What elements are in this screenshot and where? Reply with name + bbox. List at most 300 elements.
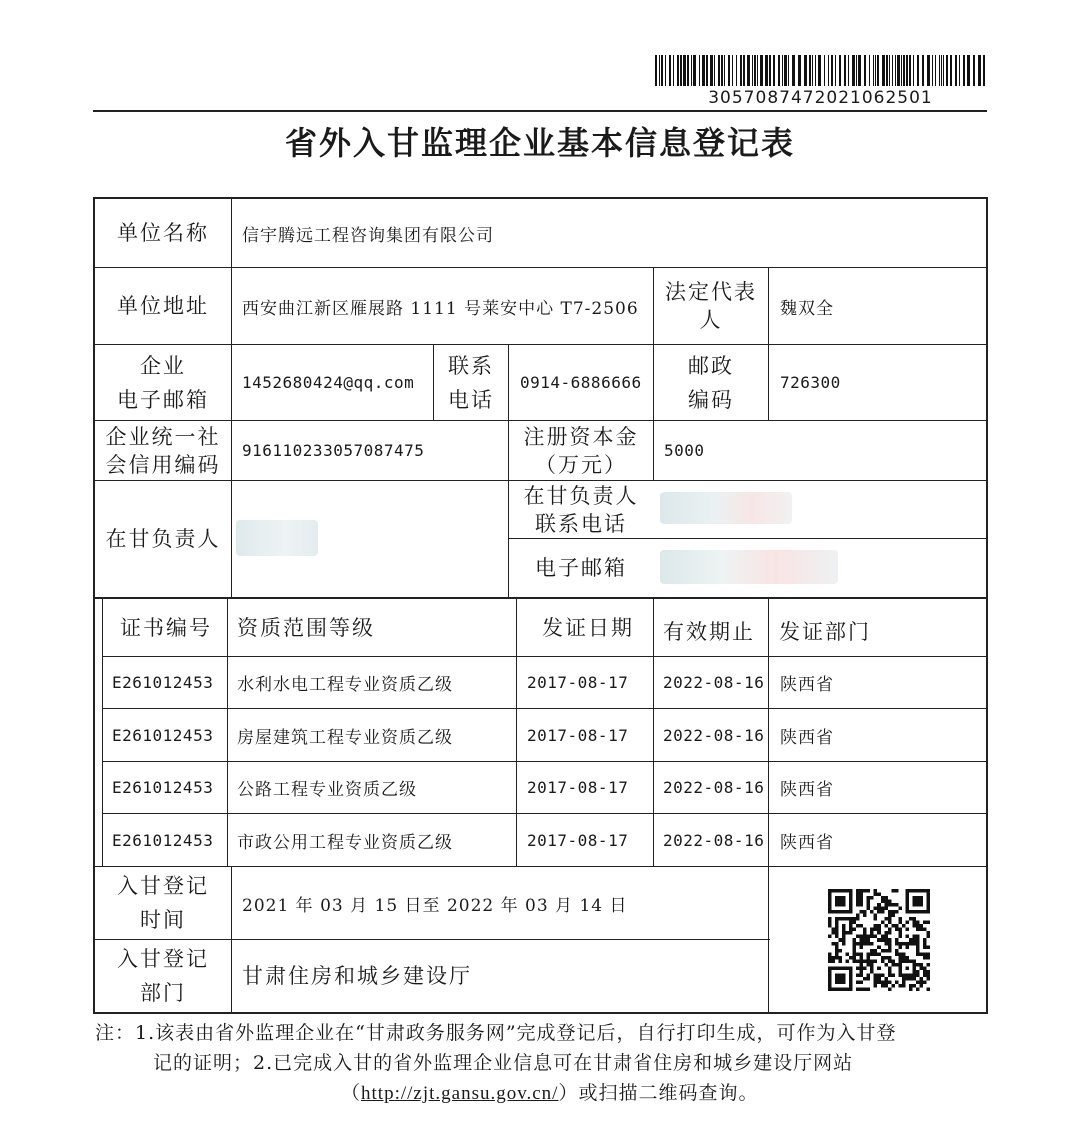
- qr-module: [884, 931, 888, 935]
- qr-module: [877, 977, 881, 981]
- qr-module: [832, 931, 836, 935]
- qr-module: [874, 973, 878, 977]
- barcode-bar: [669, 55, 671, 86]
- qr-module: [860, 963, 864, 967]
- qr-module: [860, 903, 864, 907]
- qr-module: [905, 977, 909, 981]
- qr-module: [912, 984, 916, 988]
- barcode-bar: [687, 55, 689, 86]
- qr-module: [856, 889, 860, 893]
- qr-module: [856, 914, 860, 918]
- qr-module: [835, 956, 839, 960]
- qr-module: [874, 949, 878, 953]
- gansu-head-phone-label: 在甘负责人 联系电话: [523, 483, 639, 536]
- qr-module: [870, 959, 874, 963]
- qr-module: [828, 959, 832, 963]
- qr-module: [839, 959, 843, 963]
- company-name-label: 单位名称: [117, 221, 209, 245]
- qr-module: [881, 984, 885, 988]
- qr-module: [902, 984, 906, 988]
- qr-module: [839, 938, 843, 942]
- qr-module: [888, 900, 892, 904]
- qr-module: [902, 956, 906, 960]
- barcode-bar: [889, 55, 890, 86]
- barcode-bar: [835, 55, 836, 86]
- qr-module: [835, 924, 839, 928]
- cert-number: E261012453: [112, 725, 214, 745]
- qr-module: [842, 931, 846, 935]
- qr-module: [888, 931, 892, 935]
- qr-module: [870, 942, 874, 946]
- qr-module: [874, 928, 878, 932]
- qr-code[interactable]: [828, 889, 930, 991]
- qr-module: [926, 931, 930, 935]
- qr-module: [853, 928, 857, 932]
- qr-module: [877, 980, 881, 984]
- qr-module: [898, 928, 902, 932]
- qr-module: [863, 977, 867, 981]
- barcode-bar: [983, 55, 985, 86]
- qr-module: [867, 977, 871, 981]
- qr-module: [870, 928, 874, 932]
- qr-module: [874, 977, 878, 981]
- qr-module: [916, 935, 920, 939]
- qr-module: [898, 942, 902, 946]
- qr-module: [856, 980, 860, 984]
- barcode-bar: [798, 55, 801, 86]
- qr-module: [870, 931, 874, 935]
- qr-module: [916, 928, 920, 932]
- qr-module: [916, 980, 920, 984]
- barcode-bar: [943, 55, 944, 86]
- barcode-bar: [824, 55, 825, 86]
- qr-module: [919, 980, 923, 984]
- qr-module: [884, 900, 888, 904]
- qr-module: [828, 917, 832, 921]
- capital-label: 注册资本金 （万元）: [523, 424, 639, 477]
- qr-module: [863, 931, 867, 935]
- qr-module: [926, 921, 930, 925]
- qr-module: [839, 949, 843, 953]
- qr-module: [888, 949, 892, 953]
- registration-dept-value: 甘肃住房和城乡建设厅: [242, 964, 472, 988]
- qr-module: [923, 938, 927, 942]
- barcode-bar: [873, 55, 874, 86]
- qr-module: [881, 900, 885, 904]
- qr-module: [835, 896, 846, 907]
- qr-module: [853, 942, 857, 946]
- address-label: 单位地址: [117, 294, 209, 318]
- barcode-bar: [718, 55, 720, 86]
- qr-module: [867, 956, 871, 960]
- barcode-bar: [665, 55, 666, 86]
- barcode-bar: [901, 55, 902, 86]
- qr-module: [881, 910, 885, 914]
- qr-module: [863, 942, 867, 946]
- qr-module: [863, 914, 867, 918]
- qr-module: [926, 935, 930, 939]
- cert-header-issuer: 发证部门: [779, 619, 871, 644]
- qr-module: [895, 889, 899, 893]
- qr-module: [881, 938, 885, 942]
- qr-module: [888, 945, 892, 949]
- barcode-bar: [815, 55, 816, 86]
- qr-module: [853, 945, 857, 949]
- qr-module: [853, 921, 857, 925]
- qr-module: [884, 903, 888, 907]
- cert-issuer: 陕西省: [780, 727, 834, 748]
- qr-module: [839, 917, 843, 921]
- barcode-bar: [869, 55, 870, 86]
- qr-module: [874, 917, 878, 921]
- qr-module: [828, 935, 832, 939]
- qr-module: [856, 893, 860, 897]
- barcode-bar: [973, 55, 975, 86]
- qr-module: [881, 896, 885, 900]
- qr-module: [891, 910, 895, 914]
- qr-module: [867, 987, 871, 991]
- qr-module: [842, 917, 846, 921]
- header-rule: [93, 110, 987, 112]
- barcode-bar: [935, 55, 936, 86]
- qr-module: [856, 917, 860, 921]
- qr-module: [881, 921, 885, 925]
- qr-module: [877, 966, 881, 970]
- barcode-bar: [699, 55, 700, 86]
- qr-module: [884, 949, 888, 953]
- qr-module: [916, 942, 920, 946]
- barcode-bar: [706, 55, 708, 86]
- qr-module: [916, 949, 920, 953]
- barcode-bar: [740, 55, 742, 86]
- phone-label: 联系 电话: [448, 353, 494, 412]
- barcode-bar: [913, 55, 914, 86]
- qr-module: [888, 910, 892, 914]
- qr-module: [926, 963, 930, 967]
- cert-expiry: 2022-08-16: [663, 673, 765, 692]
- qr-module: [923, 956, 927, 960]
- qr-module: [926, 956, 930, 960]
- qr-module: [884, 963, 888, 967]
- qr-module: [860, 896, 864, 900]
- footer-notes: [95, 1018, 995, 1109]
- cert-issue-date: 2017-08-17: [527, 830, 629, 850]
- cert-issue-date: 2017-08-17: [527, 778, 629, 797]
- qr-module: [909, 917, 913, 921]
- qr-module: [916, 924, 920, 928]
- barcode-bar: [778, 55, 780, 86]
- qr-module: [891, 914, 895, 918]
- qr-module: [835, 917, 839, 921]
- gansu-website-link[interactable]: http://zjt.gansu.gov.cn/: [361, 1083, 559, 1104]
- barcode-bar: [922, 55, 924, 86]
- qr-module: [860, 959, 864, 963]
- qr-module: [856, 959, 860, 963]
- qr-module: [835, 942, 839, 946]
- qr-module: [881, 959, 885, 963]
- barcode-bar: [831, 55, 833, 86]
- legal-rep-value: 魏双全: [780, 298, 834, 319]
- qr-module: [846, 952, 850, 956]
- qr-module: [884, 938, 888, 942]
- qr-module: [846, 931, 850, 935]
- qr-module: [874, 924, 878, 928]
- qr-module: [891, 903, 895, 907]
- qr-module: [860, 938, 864, 942]
- qr-module: [853, 949, 857, 953]
- barcode-bar: [864, 55, 866, 86]
- qr-module: [860, 980, 864, 984]
- qr-module: [874, 959, 878, 963]
- cert-issuer: 陕西省: [780, 675, 834, 695]
- cert-scope: 公路工程专业资质乙级: [237, 780, 417, 800]
- qr-module: [919, 977, 923, 981]
- barcode-bar: [828, 55, 829, 86]
- qr-module: [863, 938, 867, 942]
- qr-module: [895, 928, 899, 932]
- cert-number: E261012453: [112, 830, 214, 850]
- qr-module: [905, 921, 909, 925]
- qr-module: [867, 973, 871, 977]
- qr-module: [916, 970, 920, 974]
- qr-module: [884, 984, 888, 988]
- barcode-bar: [773, 55, 775, 86]
- qr-module: [923, 921, 927, 925]
- qr-module: [895, 963, 899, 967]
- qr-module: [888, 928, 892, 932]
- qr-module: [870, 963, 874, 967]
- registration-dept-label: 入甘登记 部门: [117, 947, 209, 1005]
- barcode-bar: [680, 55, 682, 86]
- qr-module: [923, 928, 927, 932]
- barcode-bar: [927, 55, 930, 86]
- qr-module: [874, 935, 878, 939]
- qr-module: [919, 963, 923, 967]
- page-title: 省外入甘监理企业基本信息登记表: [284, 124, 795, 162]
- barcode-bar: [710, 55, 713, 86]
- qr-module: [923, 952, 927, 956]
- qr-module: [895, 938, 899, 942]
- qr-module: [870, 896, 874, 900]
- barcode-bar: [959, 55, 960, 86]
- qr-module: [874, 893, 878, 897]
- capital-value: 5000: [664, 441, 705, 460]
- barcode-bar: [852, 55, 855, 86]
- cert-issuer: 陕西省: [780, 832, 834, 853]
- barcode-bar: [784, 55, 787, 86]
- qr-module: [874, 907, 878, 911]
- qr-module: [926, 977, 930, 981]
- qr-module: [916, 973, 920, 977]
- barcode-bar: [848, 55, 849, 86]
- qr-module: [835, 935, 839, 939]
- qr-module: [909, 942, 913, 946]
- qr-module: [895, 903, 899, 907]
- footer-line-1: 注：1.该表由省外监理企业在“甘肃政务服务网”完成登记后，自行打印生成，可作为入甘登: [95, 1022, 897, 1044]
- barcode-bar: [765, 55, 768, 86]
- qr-module: [860, 893, 864, 897]
- barcode-bar: [792, 55, 795, 86]
- qr-module: [867, 903, 871, 907]
- qr-module: [902, 924, 906, 928]
- qr-module: [877, 910, 881, 914]
- cert-number: E261012453: [112, 778, 214, 797]
- barcode-bar: [856, 55, 857, 86]
- barcode-bar: [839, 55, 841, 86]
- qr-module: [860, 970, 864, 974]
- qr-module: [881, 907, 885, 911]
- qr-module: [902, 977, 906, 981]
- qr-module: [895, 980, 899, 984]
- barcode-bar: [754, 55, 756, 86]
- barcode-bar: [728, 55, 730, 86]
- qr-module: [898, 984, 902, 988]
- qr-module: [863, 966, 867, 970]
- barcode-bar: [655, 55, 657, 86]
- qr-module: [891, 984, 895, 988]
- qr-module: [888, 987, 892, 991]
- barcode-bar: [950, 55, 952, 86]
- qr-module: [888, 917, 892, 921]
- qr-module: [842, 938, 846, 942]
- barcode-bar: [788, 55, 789, 86]
- qr-module: [877, 945, 881, 949]
- qr-module: [888, 914, 892, 918]
- qr-module: [888, 903, 892, 907]
- qr-module: [888, 959, 892, 963]
- qr-module: [877, 952, 881, 956]
- barcode-bar: [978, 55, 981, 86]
- qr-module: [895, 910, 899, 914]
- barcode-bar: [673, 55, 674, 86]
- barcode-bar: [659, 55, 660, 86]
- qr-module: [902, 980, 906, 984]
- qr-module: [870, 952, 874, 956]
- qr-module: [870, 910, 874, 914]
- qr-module: [856, 896, 860, 900]
- credit-code-value: 916110233057087475: [242, 441, 425, 460]
- qr-module: [884, 917, 888, 921]
- barcode-number: 3057087472021062501: [708, 88, 933, 108]
- qr-module: [835, 949, 839, 953]
- qr-module: [926, 973, 930, 977]
- qr-module: [870, 935, 874, 939]
- qr-module: [870, 949, 874, 953]
- qr-module: [860, 924, 864, 928]
- cert-header-expiry: 有效期止: [663, 619, 755, 644]
- qr-module: [916, 963, 920, 967]
- qr-module: [888, 942, 892, 946]
- qr-module: [863, 928, 867, 932]
- legal-rep-label: 法定代表 人: [665, 280, 757, 332]
- qr-module: [888, 921, 892, 925]
- qr-module: [856, 973, 860, 977]
- phone-value: 0914-6886666: [520, 373, 642, 392]
- barcode-bar: [858, 55, 861, 86]
- footer-line-2: 记的证明；2.已完成入甘的省外监理企业信息可在甘肃省住房和城乡建设厅网站: [153, 1052, 854, 1074]
- qr-module: [916, 921, 920, 925]
- barcode-bar: [732, 55, 733, 86]
- qr-module: [916, 987, 920, 991]
- qr-module: [912, 977, 916, 981]
- qr-module: [877, 928, 881, 932]
- cert-issue-date: 2017-08-17: [527, 725, 629, 745]
- qr-module: [860, 889, 864, 893]
- qr-module: [881, 956, 885, 960]
- qr-module: [884, 942, 888, 946]
- qr-module: [849, 931, 853, 935]
- qr-module: [856, 935, 860, 939]
- footer-line-3: （http://zjt.gansu.gov.cn/）或扫描二维码查询。: [341, 1082, 759, 1104]
- qr-module: [835, 928, 839, 932]
- qr-module: [905, 935, 909, 939]
- cert-expiry: 2022-08-16: [663, 830, 765, 850]
- qr-module: [898, 917, 902, 921]
- qr-module: [912, 935, 916, 939]
- barcode-bar: [769, 55, 771, 86]
- gansu-head-email-redacted: [660, 550, 838, 584]
- gansu-head-label: 在甘负责人: [105, 527, 221, 551]
- barcode-bar: [812, 55, 813, 86]
- qr-module: [877, 938, 881, 942]
- qr-module: [926, 945, 930, 949]
- qr-module: [902, 942, 906, 946]
- qr-module: [884, 924, 888, 928]
- qr-module: [867, 952, 871, 956]
- qr-module: [884, 935, 888, 939]
- qr-module: [828, 921, 832, 925]
- qr-module: [863, 889, 867, 893]
- email-value: 1452680424@qq.com: [242, 373, 415, 392]
- qr-module: [842, 935, 846, 939]
- qr-module: [860, 987, 864, 991]
- qr-module: [867, 942, 871, 946]
- barcode-bar: [702, 55, 705, 86]
- qr-module: [835, 921, 839, 925]
- qr-module: [835, 973, 846, 984]
- barcode-bar: [897, 55, 900, 86]
- qr-module: [926, 987, 930, 991]
- postcode-label: 邮政 编码: [688, 353, 734, 412]
- gansu-head-redacted: [236, 520, 318, 556]
- qr-module: [832, 942, 836, 946]
- qr-module: [863, 987, 867, 991]
- qr-module: [863, 959, 867, 963]
- barcode-bar: [782, 55, 783, 86]
- qr-module: [884, 896, 888, 900]
- barcode-bar: [724, 55, 725, 86]
- barcode: [654, 55, 987, 86]
- qr-module: [867, 938, 871, 942]
- barcode-bar: [693, 55, 696, 86]
- qr-module: [874, 889, 878, 893]
- qr-module: [832, 956, 836, 960]
- barcode-bar: [760, 55, 763, 86]
- qr-module: [853, 959, 857, 963]
- qr-module: [849, 956, 853, 960]
- barcode-bar: [757, 55, 758, 86]
- qr-module: [898, 945, 902, 949]
- qr-module: [909, 938, 913, 942]
- barcode-bar: [917, 55, 919, 86]
- barcode-bar: [941, 55, 942, 86]
- qr-module: [877, 931, 881, 935]
- barcode-bar: [691, 55, 692, 86]
- qr-module: [923, 945, 927, 949]
- qr-module: [877, 973, 881, 977]
- qr-module: [888, 973, 892, 977]
- qr-module: [898, 931, 902, 935]
